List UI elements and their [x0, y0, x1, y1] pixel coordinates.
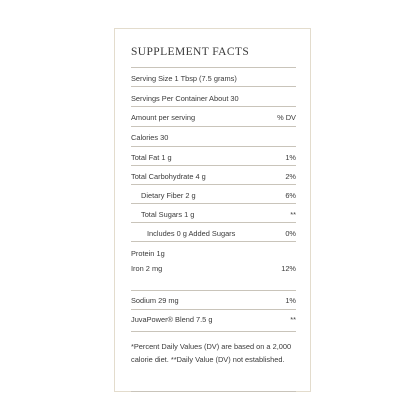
servings-per-container: Servings Per Container About 30	[131, 94, 239, 103]
protein: Protein 1g	[131, 249, 165, 258]
sodium-dv: 1%	[285, 296, 296, 305]
footnote-row	[131, 331, 296, 391]
nutrient-label: Total Sugars 1 g	[141, 210, 195, 219]
sodium-row	[131, 290, 296, 309]
footnote: *Percent Daily Values (DV) are based on a 2,000 calorie diet. **Daily Value (DV) not established.	[131, 342, 292, 364]
serving-size: Serving Size 1 Tbsp (7.5 grams)	[131, 74, 237, 83]
amount-header-row	[131, 106, 296, 126]
amount-header: Amount per serving	[131, 113, 196, 122]
iron-label: Iron 2 mg	[131, 264, 163, 273]
nutrient-row-dietary-fiber	[131, 184, 296, 203]
nutrient-dv: 1%	[285, 153, 296, 162]
dv-header: % DV	[277, 113, 296, 122]
calories-row	[131, 126, 296, 146]
facts-table	[131, 67, 296, 392]
servings-per-container-row	[131, 86, 296, 106]
nutrient-row-added-sugars	[131, 222, 296, 241]
nutrient-label: Includes 0 g Added Sugars	[147, 229, 236, 238]
blend-label: JuvaPower® Blend 7.5 g	[131, 315, 213, 324]
nutrient-row-total-fat	[131, 146, 296, 165]
calories: Calories 30	[131, 133, 169, 142]
sodium-label: Sodium 29 mg	[131, 296, 179, 305]
nutrient-dv: 0%	[285, 229, 296, 238]
nutrient-dv: 6%	[285, 191, 296, 200]
nutrient-label: Total Carbohydrate 4 g	[131, 172, 206, 181]
protein-iron-block	[131, 241, 296, 290]
supplement-facts-panel	[114, 28, 311, 392]
facts-title: SUPPLEMENT FACTS	[131, 46, 250, 58]
blend-row	[131, 309, 296, 331]
nutrient-label: Dietary Fiber 2 g	[141, 191, 196, 200]
nutrient-dv: **	[290, 210, 296, 219]
blend-dv: **	[290, 315, 296, 324]
serving-size-row	[131, 67, 296, 86]
iron-dv: 12%	[281, 264, 296, 273]
nutrient-dv: 2%	[285, 172, 296, 181]
nutrient-row-total-sugars	[131, 203, 296, 222]
nutrient-label: Total Fat 1 g	[131, 153, 172, 162]
bottom-divider	[131, 391, 296, 392]
nutrient-row-total-carbohydrate	[131, 165, 296, 184]
